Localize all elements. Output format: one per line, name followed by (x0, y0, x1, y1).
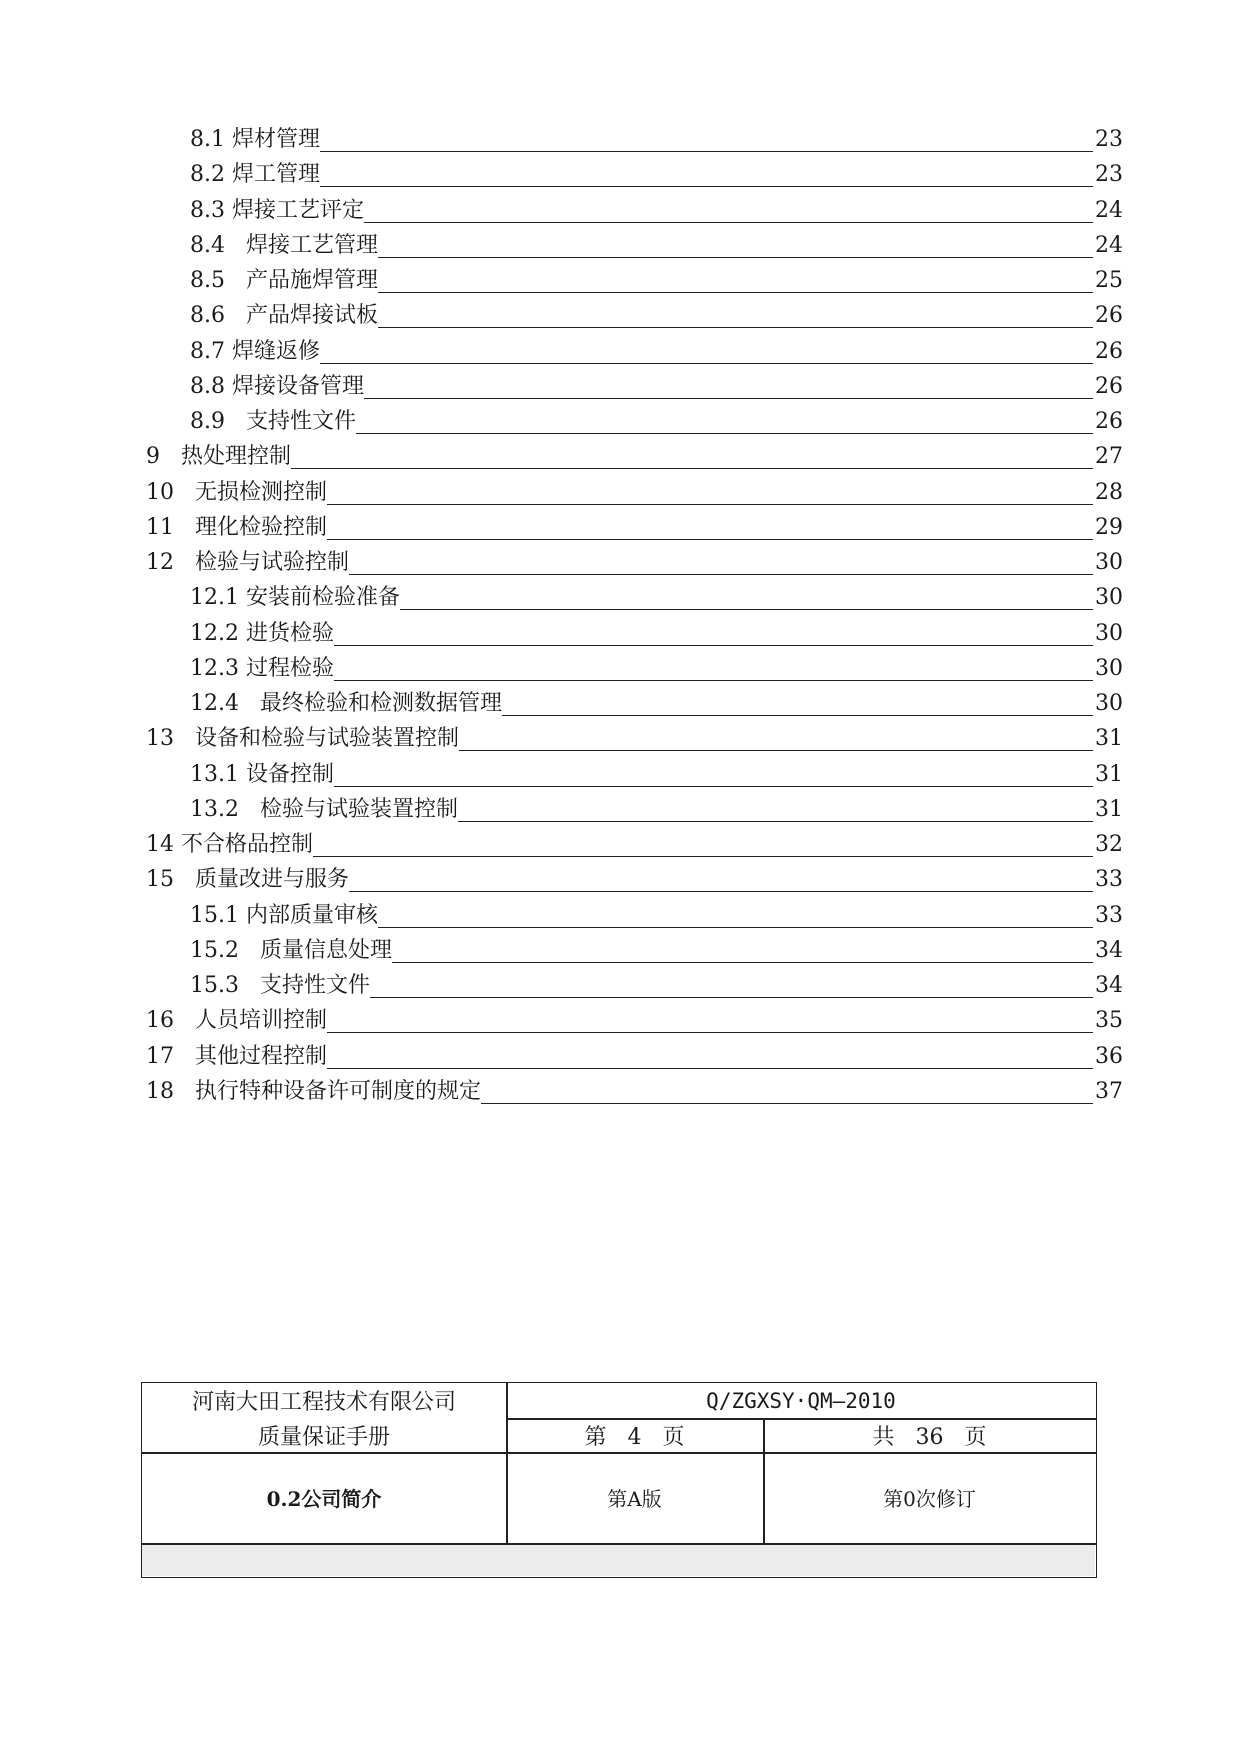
toc-entry-label: 8.7 焊缝返修 (190, 334, 320, 369)
toc-entry-page: 30 (1095, 620, 1123, 646)
footer-divider (142, 1543, 1096, 1545)
toc-entry-page: 31 (1095, 761, 1123, 787)
toc-entry-label: 15.3 支持性文件 (190, 968, 370, 1003)
toc-entry (0, 404, 1241, 439)
toc-entry (0, 968, 1241, 1003)
toc-entry-page: 36 (1095, 1043, 1123, 1069)
toc-entry (0, 1003, 1241, 1038)
toc-entry-label: 8.4 焊接工艺管理 (190, 228, 378, 263)
toc-entry-label: 8.6 产品焊接试板 (190, 298, 378, 333)
toc-entry (0, 545, 1241, 580)
toc-entry (0, 616, 1241, 651)
toc-entry-label: 17 其他过程控制 (146, 1039, 327, 1074)
toc-entry-label: 9 热处理控制 (146, 439, 291, 474)
footer-section-title: 0.2公司简介 (266, 1487, 382, 1511)
toc-entry-label: 11 理化检验控制 (146, 510, 327, 545)
toc-entry-page: 30 (1095, 585, 1123, 611)
toc-entry-label: 8.8 焊接设备管理 (190, 369, 364, 404)
toc-entry-page: 34 (1095, 937, 1123, 963)
toc-entry (0, 651, 1241, 686)
toc-entry (0, 510, 1241, 545)
toc-entry-page: 31 (1095, 796, 1123, 822)
toc-entry (0, 792, 1241, 827)
toc-entry-page: 30 (1095, 691, 1123, 716)
toc-entry (0, 686, 1241, 721)
toc-entry-label: 12.1 安装前检验准备 (190, 580, 400, 615)
toc-entry (0, 334, 1241, 369)
toc-entry-label: 12.2 进货检验 (190, 616, 334, 651)
footer-manual-title: 质量保证手册 (257, 1424, 390, 1450)
toc-entry-page: 32 (1095, 832, 1123, 857)
toc-entry-page: 31 (1095, 726, 1123, 752)
toc-entry-label: 13 设备和检验与试验装置控制 (146, 721, 459, 756)
toc-entry-page: 26 (1095, 303, 1123, 329)
toc-entry-page: 24 (1095, 232, 1123, 258)
toc-leader-line (190, 186, 1093, 187)
toc-entry (0, 475, 1241, 510)
toc-entry-page: 29 (1095, 514, 1123, 540)
toc-entry (0, 193, 1241, 228)
toc-entry-label: 12.4 最终检验和检测数据管理 (190, 686, 502, 721)
footer-current-page: 第 4 页 (584, 1424, 685, 1450)
toc-entry-label: 8.3 焊接工艺评定 (190, 193, 364, 228)
toc-entry-page: 27 (1095, 444, 1123, 470)
toc-entry (0, 827, 1241, 862)
toc-entry-page: 30 (1095, 550, 1123, 575)
toc-entry-label: 12 检验与试验控制 (146, 545, 349, 580)
toc-entry-page: 26 (1095, 338, 1123, 364)
footer-revision: 第0次修订 (883, 1487, 976, 1511)
toc-entry-label: 16 人员培训控制 (146, 1003, 327, 1038)
toc-entry (0, 898, 1241, 933)
toc-entry-label: 15.1 内部质量审核 (190, 898, 378, 933)
toc-entry (0, 369, 1241, 404)
toc-entry-page: 26 (1095, 373, 1123, 399)
toc-entry-page: 30 (1095, 655, 1123, 681)
footer-edition: 第A版 (607, 1487, 662, 1511)
toc-entry-label: 14 不合格品控制 (146, 827, 313, 862)
toc-entry (0, 1039, 1241, 1074)
toc-entry (0, 757, 1241, 792)
document-footer-table (141, 1382, 1097, 1578)
toc-entry (0, 1074, 1241, 1109)
toc-entry-label: 8.9 支持性文件 (190, 404, 356, 439)
toc-entry-page: 33 (1095, 867, 1123, 893)
toc-entry-page: 37 (1095, 1078, 1123, 1104)
toc-entry-label: 13.1 设备控制 (190, 757, 334, 792)
toc-entry (0, 157, 1241, 192)
footer-bottom-band (142, 1544, 1095, 1576)
toc-entry (0, 298, 1241, 333)
toc-entry (0, 228, 1241, 263)
toc-entry-label: 15.2 质量信息处理 (190, 933, 392, 968)
toc-entry-page: 25 (1095, 268, 1123, 293)
toc-entry-page: 24 (1095, 197, 1123, 223)
toc-leader-line (190, 151, 1093, 152)
toc-entry-page: 35 (1095, 1008, 1123, 1034)
toc-entry-page: 28 (1095, 479, 1123, 505)
toc-entry-page: 34 (1095, 973, 1123, 998)
toc-entry (0, 862, 1241, 897)
footer-company-name: 河南大田工程技术有限公司 (191, 1390, 456, 1415)
toc-entry-label: 13.2 检验与试验装置控制 (190, 792, 458, 827)
toc-entry-page: 23 (1095, 162, 1123, 188)
toc-entry (0, 439, 1241, 474)
toc-entry-label: 8.5 产品施焊管理 (190, 263, 378, 298)
toc-entry-label: 8.1 焊材管理 (190, 122, 320, 157)
toc-entry-label: 10 无损检测控制 (146, 475, 327, 510)
toc-entry (0, 263, 1241, 298)
toc-entry-page: 23 (1095, 127, 1123, 152)
toc-entry-label: 15 质量改进与服务 (146, 862, 349, 897)
toc-entry-label: 12.3 过程检验 (190, 651, 334, 686)
footer-total-pages: 共 36 页 (872, 1424, 987, 1450)
toc-entry (0, 122, 1241, 157)
toc-leader-line (190, 363, 1093, 364)
footer-document-code: Q/ZGXSY·QM—2010 (706, 1388, 896, 1413)
toc-entry-label: 18 执行特种设备许可制度的规定 (146, 1074, 481, 1109)
toc-entry (0, 721, 1241, 756)
toc-entry-page: 33 (1095, 902, 1123, 928)
toc-entry-page: 26 (1095, 409, 1123, 434)
toc-entry (0, 580, 1241, 615)
toc-entry-label: 8.2 焊工管理 (190, 157, 320, 192)
toc-entry (0, 933, 1241, 968)
